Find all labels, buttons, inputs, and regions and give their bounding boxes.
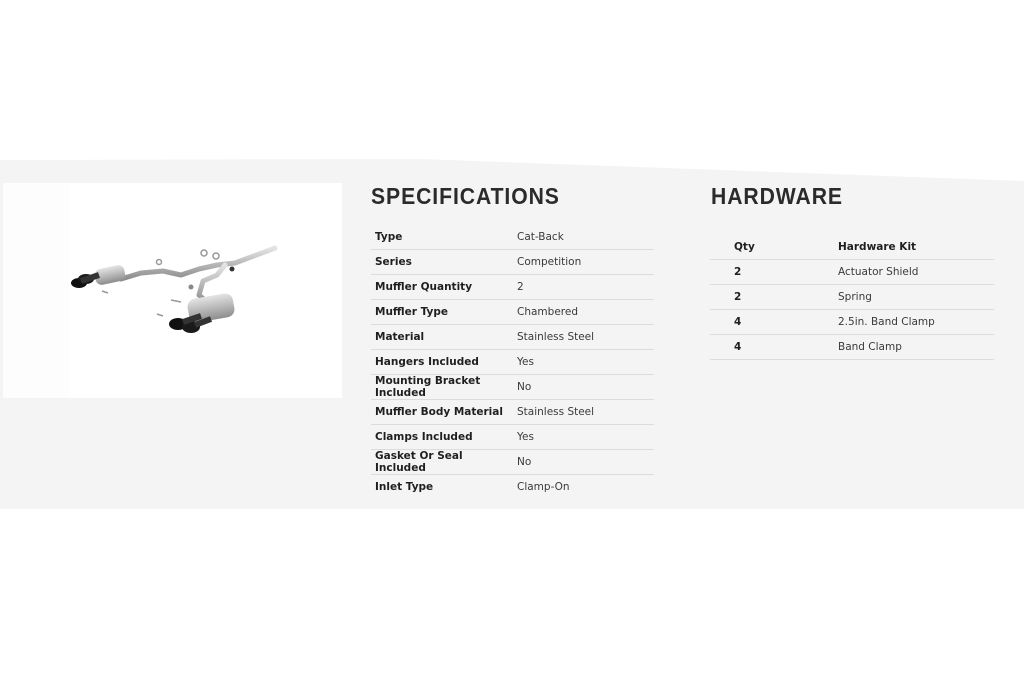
qty-column-header: Qty — [710, 234, 838, 260]
spec-row — [371, 475, 654, 500]
spec-value: Stainless Steel — [513, 325, 654, 350]
spec-label: Type — [371, 225, 513, 250]
spec-row — [371, 250, 654, 275]
hardware-kit: 2.5in. Band Clamp — [838, 310, 994, 335]
hardware-header-row — [710, 234, 994, 260]
spec-label: Material — [371, 325, 513, 350]
spec-row — [371, 325, 654, 350]
spec-value: 2 — [513, 275, 654, 300]
spec-label: Inlet Type — [375, 481, 434, 493]
specifications-title: SPECIFICATIONS — [371, 183, 560, 209]
spec-label: Muffler Quantity — [371, 275, 513, 300]
hardware-kit-column-header: Hardware Kit — [838, 234, 994, 260]
spec-label: Muffler Type — [371, 300, 513, 325]
spec-label: Muffler Body Material — [371, 400, 513, 425]
spec-value: No — [513, 375, 654, 400]
spec-row — [371, 350, 654, 375]
spec-value: Clamp-On — [517, 481, 570, 493]
hardware-row — [710, 310, 994, 335]
spec-row — [371, 300, 654, 325]
exhaust-system-image — [3, 183, 342, 398]
spec-value: No — [513, 450, 654, 475]
spec-row — [371, 400, 654, 425]
hardware-row — [710, 285, 994, 310]
spec-value: Stainless Steel — [513, 400, 654, 425]
spec-row — [371, 375, 654, 400]
spec-row — [371, 225, 654, 250]
hardware-qty: 4 — [710, 310, 838, 335]
specifications-table — [371, 225, 654, 499]
spec-value: Competition — [513, 250, 654, 275]
hardware-table — [710, 234, 994, 360]
hardware-row — [710, 260, 994, 285]
spec-value: Yes — [513, 350, 654, 375]
spec-row — [371, 275, 654, 300]
hardware-qty: 2 — [710, 285, 838, 310]
spec-label: Series — [371, 250, 513, 275]
hardware-qty: 2 — [710, 260, 838, 285]
hardware-row — [710, 335, 994, 360]
spec-row — [371, 450, 654, 475]
spec-row — [371, 425, 654, 450]
spec-label: Mounting Bracket Included — [371, 375, 513, 400]
spec-label: Hangers Included — [371, 350, 513, 375]
hardware-title: HARDWARE — [711, 183, 843, 209]
spec-value: Cat-Back — [513, 225, 654, 250]
hardware-qty: 4 — [710, 335, 838, 360]
spec-value: Chambered — [513, 300, 654, 325]
product-image-card[interactable] — [3, 183, 342, 398]
hardware-kit: Spring — [838, 285, 994, 310]
spec-label: Clamps Included — [371, 425, 513, 450]
hardware-kit: Actuator Shield — [838, 260, 994, 285]
spec-label: Gasket Or Seal Included — [371, 450, 513, 475]
hardware-kit: Band Clamp — [838, 335, 994, 360]
spec-value: Yes — [513, 425, 654, 450]
